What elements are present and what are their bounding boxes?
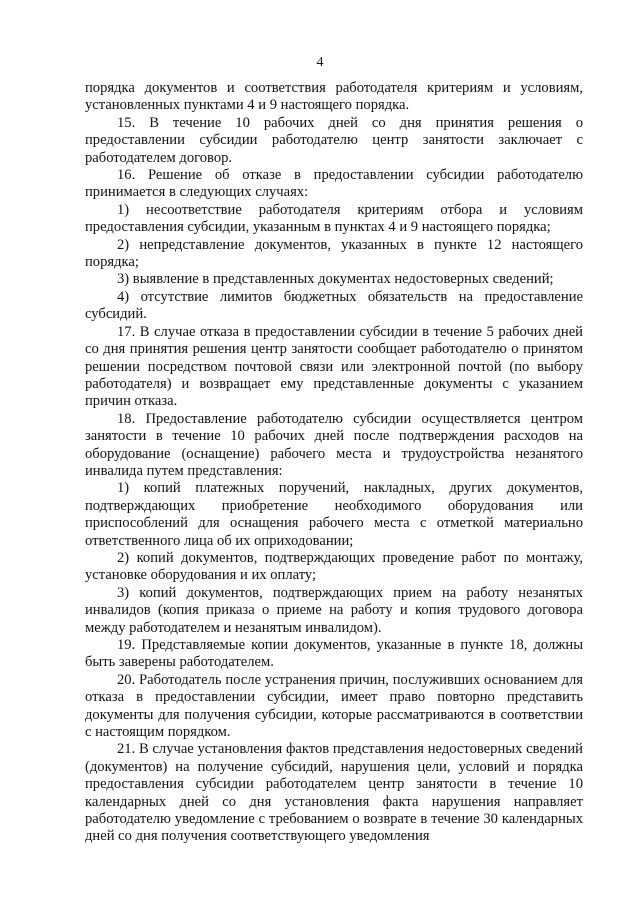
paragraph: 2) копий документов, подтверждающих проведение работ по монтажу, установке оборудования и их оплату; [85,549,583,584]
paragraph: 3) копий документов, подтверждающих прием на работу незанятых инвалидов (копия приказа о приеме на работу и копия трудового договора между работодателем и незанятым инвалидом). [85,584,583,636]
paragraph: 19. Представляемые копии документов, указанные в пункте 18, должны быть заверены работодателем. [85,637,583,671]
page-number: 4 [316,55,324,70]
paragraph: 15. В течение 10 рабочих дней со дня принятия решения о предоставлении субсидии работодателю центр занятости заключает с работодателем договор. [85,114,583,166]
document-body [85,80,583,846]
paragraph: 1) несоответствие работодателя критериям отбора и условиям предоставления субсидии, указанным в пунктах 4 и 9 настоящего порядка; [85,201,583,236]
paragraph: 16. Решение об отказе в предоставлении субсидии работодателю принимается в следующих случаях: [85,167,583,201]
paragraph: 2) непредставление документов, указанных в пункте 12 настоящего порядка; [85,236,583,271]
paragraph: порядка документов и соответствия работодателя критериям и условиям, установленных пунктами 4 и 9 настоящего порядка. [85,80,583,114]
paragraph: 1) копий платежных поручений, накладных, других документов, подтверждающих приобретение необходимого оборудования или приспособлений для оснащения рабочего места с отметкой материально ответственного лица об их оприходовании; [85,480,583,549]
paragraph: 17. В случае отказа в предоставлении субсидии в течение 5 рабочих дней со дня принятия решения центр занятости сообщает работодателю о принятом решении посредством почтовой связи или электронной почтой (по выбору работодателя) и возвращает ему представленные документы с указанием причин отказа. [85,323,583,410]
paragraph: 20. Работодатель после устранения причин, послуживших основанием для отказа в предоставлении субсидии, имеет право повторно представить документы для получения субсидии, которые рассматриваются в соответствии с настоящим порядком. [85,671,583,741]
paragraph: 21. В случае установления фактов представления недостоверных сведений (документов) на получение субсидий, нарушения цели, условий и порядка предоставления субсидии работодателем центр занятости в течение 10 календарных дней со дня установления факта нарушения направляет работодателю уведомление с требованием о возврате в течение 30 календарных дней со дня получения соответствующего уведомления [85,741,583,845]
paragraph: 4) отсутствие лимитов бюджетных обязательств на предоставление субсидий. [85,288,583,323]
paragraph: 3) выявление в представленных документах недостоверных сведений; [117,271,554,288]
paragraph: 18. Предоставление работодателю субсидии осуществляется центром занятости в течение 10 рабочих дней после подтверждения расходов на оборудование (оснащение) рабочего места и трудоустройства незанятого инвалида путем представления: [85,410,583,479]
